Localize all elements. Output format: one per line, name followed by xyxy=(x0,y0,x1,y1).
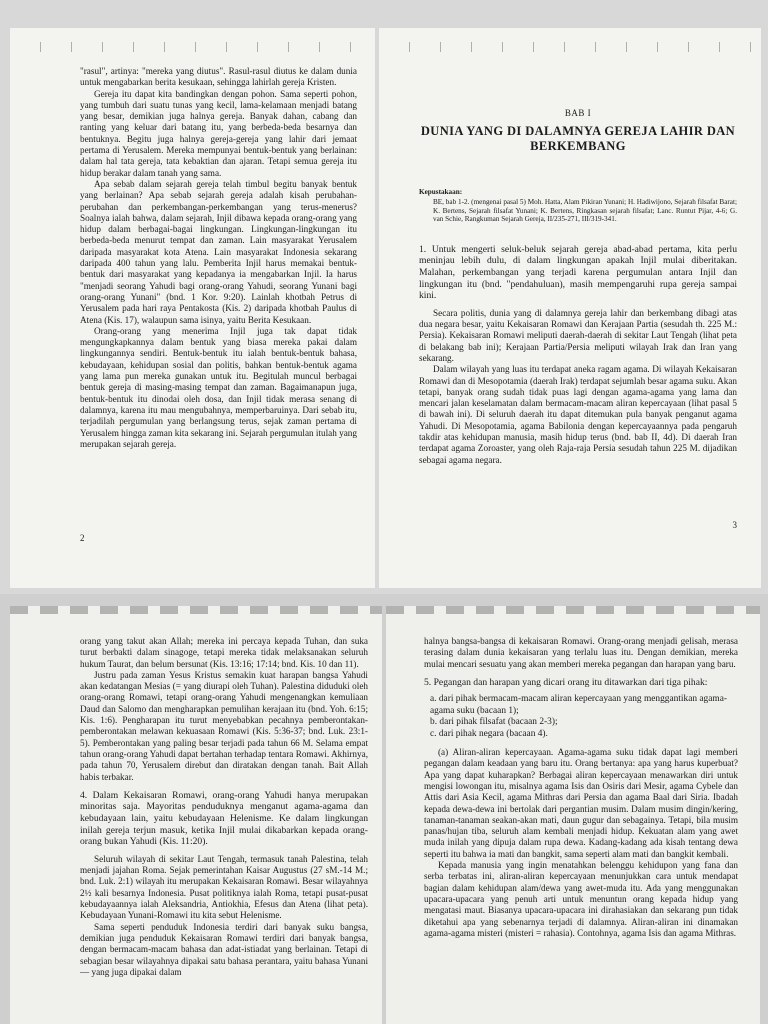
list-item-c: c. dari pihak negara (bacaan 4). xyxy=(430,728,548,739)
list-item-b: b. dari pihak filsafat (bacaan 2-3); xyxy=(430,717,558,728)
page-top-dash-marks xyxy=(386,606,760,614)
bibliography-heading: Kepustakaan: xyxy=(419,188,463,196)
page-5 xyxy=(386,606,760,1024)
section-1-paragraph: 1. Untuk mengerti seluk-beluk sejarah gereja abad-abad pertama, kita perlu meninjau lebih dulu, di dalam lingkungan apakah Injil mulai diberitakan. Malahan, perkembangan yang terjadi karena pergumulan antara Injil dan lingkungan itu (bnd. "pendahuluan), masih mempengaruhi rupa gereja sampai kini. xyxy=(419,243,737,302)
chapter-title: DUNIA YANG DI DALAMNYA GEREJA LAHIR DAN BERKEMBANG xyxy=(420,124,736,153)
list-item-a: a. dari pihak bermacam-macam aliran kepercayaan yang menggantikan agama-agama suku (bacaan 1); xyxy=(430,694,727,716)
page-number-3: 3 xyxy=(732,520,737,530)
page2-paragraph-2: Gereja itu dapat kita bandingkan dengan pohon. Sama seperti pohon, yang tumbuh dari suatu tunas yang kecil, lama-kelamaan menjadi batang yang besar, demikian juga halnya gereja. Banyak dahan, cabang dan ranting yang keluar dari batang itu, yang berbeda-beda besarnya dan bentuknya. Begitu juga halnya gereja-gereja yang lahir dari jemaat pertama di Yerusalem. Mereka mempunyai bentuk-bentuk yang berlainan: dalam hal tata gereja, tata kebaktian dan ajaran. Tetapi semua gereja itu hidup berakar dalam tanah yang sama. xyxy=(80,88,357,178)
page-2 xyxy=(10,28,375,588)
page-3 xyxy=(379,28,761,588)
section-4-paragraph: 4. Dalam Kekaisaran Romawi, orang-orang Yahudi hanya merupakan minoritas saja. Mayoritas penduduknya menganut agama-agama dan kebudayaan lain, yaitu kebudayaan Helenisme. Ke dalam lingkungan inilah gereja terjun masuk, ketika Injil mulai dikabarkan kepada orang-orang bukan Yahudi (Kis. 11:20). xyxy=(80,789,368,848)
page5-paragraph-1: (a) Aliran-aliran kepercayaan. Agama-agama suku tidak dapat lagi memberi pegangan dalam keadaan yang baru itu. Orang bertanya: apa yang harus kuperbuat? Apa yang dapat kuharapkan? Berbagai aliran kepercayaan menawarkan diri untuk mengisi lowongan itu, misalnya agama Isis dan Osiris dari Mesir, agama Cybele dan Attis dari Asia Kecil, agama Mithras dari Persia dan agama Baal dari Siria. Ibadah kepada dewa-dewa ini bertolak dari pergantian musim. Dalam musim dingin/kering, tanaman-tanaman seakan-akan mati, daun gugur dan sebagainya. Tetapi, bila musim panas/hujan tiba, seluruh alam kembali menjadi hidup. Kekuatan alam yang awet muda inilah yang dipuja dalam rupa dewa. Kadang-kadang ada kisah tentang dewa seperti itu bahwa ia mati dan bangkit, sama seperti alam mati dan bangkit kembali. xyxy=(424,747,738,859)
page3-paragraph-1: Secara politis, dunia yang di dalamnya gereja lahir dan berkembang dibagi atas dua negara besar, yaitu Kekaisaran Romawi dan Kerajaan Partia (sesudah th. 225 M.: Persia). Kekaisaran Romawi meliputi daerah-daerah di sekitar Laut Tengah (lihat peta di belakang bab ini); Kerajaan Partia/Persia meliputi wilayah Irak dan Iran yang sekarang. xyxy=(419,307,737,363)
bibliography-text: BE, bab 1-2. (mengenai pasal 5) Moh. Hatta, Alam Pikiran Yunani; H. Hadiwijono, Sejarah filsafat Barat; K. Bertens, Sejarah filsafat Yunani; K. Bertens, Ringkasan sejarah filsafat; Lanc. Runtut Pijar, 4-6; G. van Schie, Rangkuman Sejarah Gereja, II/235-271, III/319-341. xyxy=(433,198,737,224)
page3-paragraph-2: Dalam wilayah yang luas itu terdapat aneka ragam agama. Di wilayah Kekaisaran Romawi dan di Mesopotamia (daerah Irak) terdapat sejumlah besar agama suku. Akan tetapi, banyak orang sudah tidak puas lagi dengan agama-agama yang lama dan mencari jalan keselamatan dalam bermacam-macam aliran kepercayaan (lihat pasal 5 di bawah ini). Di seluruh daerah itu dapat ditemukan pula banyak penganut agama Yahudi. Di Mesopotamia, agama Babilonia dengan kepercayaannya pada pengaruh takdir atas kehidupan manusia, masih hidup terus (bnd. bab II, 4d). Di daerah Iran terdapat agama Zoroaster, yang oleh Raja-raja Persia sesudah tahun 225 M. dijadikan sebagai agama negara. xyxy=(419,364,737,465)
page4-paragraph-1: orang yang takut akan Allah; mereka ini percaya kepada Tuhan, dan suka turut berbakti dalam sinagoge, tetapi mereka tidak melaksanakan seluruh hukum Taurat, dan belum bersunat (Kis. 13:16; 17:14; bnd. Kis. 10 dan 11). xyxy=(80,636,368,669)
page5-paragraph-2: Kepada manusia yang ingin menatahkan belenggu kehidupon yang fana dan serba terbatas ini, aliran-aliran kepercayaan menunjukkan cara untuk mendapat bagian dalam kehidupan alam/dewa yang awet-muda itu. Ada yang menggunakan upacara-upacara yang penuh arti untuk menuntun orang kepada hidup yang mengatasi maut. Biasanya upacara-upacara ini dirahasiakan dan sekarang pun tidak diketahui apa yang sebenarnya terjadi di dalamnya. Aliran-aliran ini dinamakan agama-agama misteri (misteri = rahasia). Contohnya, agama Isis dan agama Mithras. xyxy=(424,860,738,938)
page-top-dash-marks xyxy=(10,606,382,614)
page2-paragraph-3: Apa sebab dalam sejarah gereja telah timbul begitu banyak bentuk yang berlainan? Apa sebab sejarah gereja adalah kisah perubahan-perubahan dan perkembangan-perkembangan yang terus-menerus? Soalnya ialah bahwa, dalam sejarah, Injil dibawa kepada orang-orang yang hidup dalam berbagai-bagai lingkungan. Lingkungan-lingkungan itu berbeda-beda menurut tempat dan zaman. Lain masyarakat Yerusalem daripada masyarakat kota Atena. Lain masyarakat Indonesia sekarang daripada 400 tahun yang lalu. Pemberita Injil harus memakai bentuk-bentuk dari masyarakat yang kepadanya ia mengabarkan Injil. Ia harus "menjadi seorang Yahudi bagi orang-orang Yahudi, seorang Yunani bagi orang-orang Yunani" (bnd. 1 Kor. 9:20). Lainlah khotbah Petrus di Yerusalem pada hari raya Pentakosta (Kis. 2) daripada khotbah Paulus di Atena (Kis. 17), walaupun sama isinya, yaitu Berita Kesukaan. xyxy=(80,178,357,325)
page-4 xyxy=(10,606,382,1024)
page-ruler-marks xyxy=(10,42,375,52)
spacer xyxy=(424,670,738,677)
chapter-label: BAB I xyxy=(564,108,592,118)
page2-paragraph-4: Orang-orang yang menerima Injil juga tak dapat tidak mengungkapkannya dalam bentuk yang biasa mereka pakai dalam lingkungannya sendiri. Bentuk-bentuk itu ialah bentuk-bentuk bahasa, kebudayaan, kehidupan sosial dan politis, bahkan bentuk-bentuk agama yang lama pun mereka gunakan untuk itu. Begitulah muncul berbagai bentuk gereja di masing-masing tempat dan zaman. Bagaimanapun juga, bentuk-bentuk itu dinodai oleh dosa, dan Injil tidak merasa senang di dalamnya, karena itu mau mengubahnya, memperbaruinya. Dari sebab itu, terjadilah pergumulan yang berlangsung terus, sejak zaman pertama di Yerusalem hingga zaman kita sekarang ini. Sejarah pergumulan itulah yang merupakan sejarah gereja. xyxy=(80,325,357,449)
spacer xyxy=(80,783,368,790)
spacer xyxy=(424,740,738,747)
page4-paragraph-2: Justru pada zaman Yesus Kristus semakin kuat harapan bangsa Yahudi akan kedatangan Mesias (= yang diurapi oleh Tuhan). Palestina diduduki oleh orang-orang Romawi, tetapi orang-orang Yahudi mengenangkan kemuliaan Daud dan Salomo dan mengharapkan pemulihan kerajaan itu (bnd. Yoh. 6:15; Kis. 1:6). Pengharapan itu turut menyebabkan pecahnya pemberontakan-pemberontakan melawan kekuasaan Romawi (Kis. 5:36-37; bnd. Luk. 23:1-5). Pemberontakan yang paling besar terjadi pada tahun 66 M. Selama empat tahun orang-orang Yahudi dapat bertahan terhadap tentara Romawi. Akhirnya, pada tahun 70, Yerusalem direbut dan diratakan dengan tanah. Bait Allah habis terbakar. xyxy=(80,669,368,782)
page-ruler-marks xyxy=(379,42,761,52)
page4-paragraph-4: Sama seperti penduduk Indonesia terdiri dari banyak suku bangsa, demikian juga penduduk Kekaisaran Romawi terdiri dari banyak bangsa, dengan bermacam-macam bahasa dan adat-istiadat yang berlainan. Tetapi di sebagian besar wilayahnya dipakai satu bahasa perantara, yaitu bahasa Yunani — yang juga dipakai dalam xyxy=(80,921,368,977)
page2-paragraph-1: "rasul", artinya: "mereka yang diutus". Rasul-rasul diutus ke dalam dunia untuk mengabarkan berita kesukaan, sehingga lahirlah gereja Kristen. xyxy=(80,66,357,88)
page4-paragraph-3: Seluruh wilayah di sekitar Laut Tengah, termasuk tanah Palestina, telah menjadi jajahan Roma. Sejak pemerintahan Kaisar Augustus (27 sM.-14 M.; bnd. Luk. 2:1) wilayah itu merupakan Kekaisaran Romawi. Besar wilayahnya 2½ kali besarnya Indonesia. Pusat politiknya ialah Roma, tetapi pusat-pusat kebudayaannya ialah Aleksandria, Antiokhia, Efesus dan Atena (lihat peta). Kebudayaan Yunani-Romawi itu kita sebut Helenisme. xyxy=(80,853,368,921)
section-5-paragraph: 5. Pegangan dan harapan yang dicari orang itu ditawarkan dari tiga pihak: xyxy=(424,676,708,688)
bottom-spread xyxy=(0,594,768,1024)
page5-intro: halnya bangsa-bangsa di kekaisaran Romawi. Orang-orang menjadi gelisah, merasa terasing dalam dunia kekaisaran yang terlalu luas itu. Dengan demikian, mereka mulai mencari sesuatu yang akan memberi mereka pegangan dan harapan yang baru. xyxy=(424,636,738,669)
page-number-2: 2 xyxy=(80,533,85,543)
